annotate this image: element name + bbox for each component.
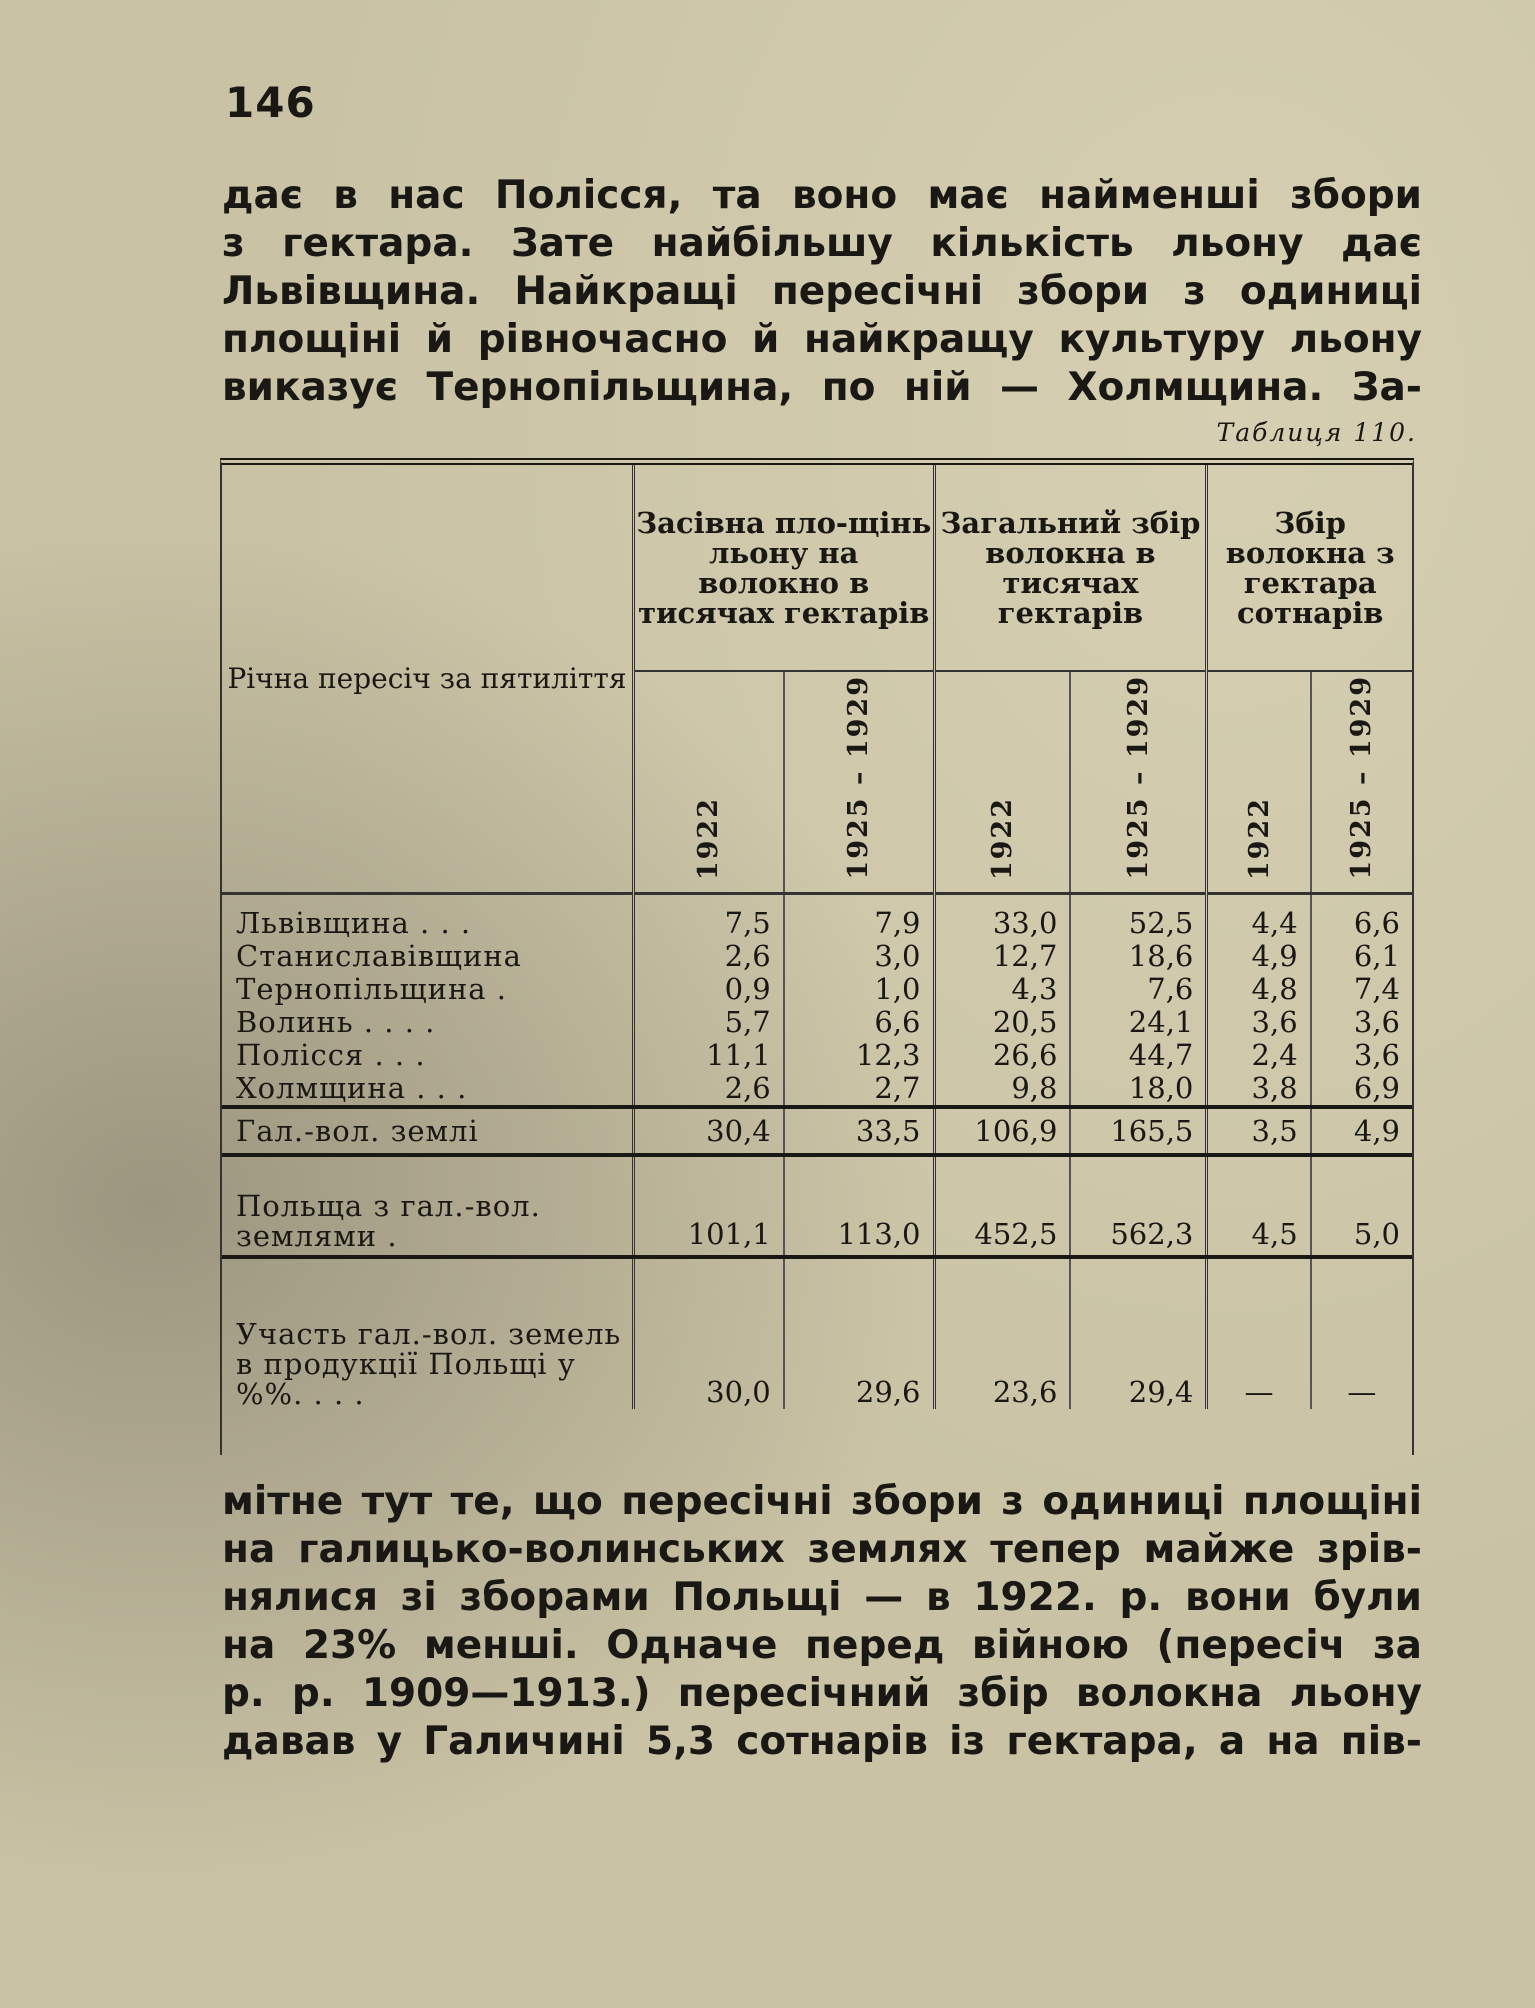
cell: 5,7 <box>634 1006 784 1039</box>
cell: 7,6 <box>1070 973 1206 1006</box>
text-line: давав у Галичині 5,3 сотнарів із гектара, а на пів- <box>222 1719 1422 1764</box>
cell: 6,9 <box>1311 1072 1412 1107</box>
cell: 4,9 <box>1207 940 1311 973</box>
year-header: 1922 <box>1207 671 1311 894</box>
year-header: 1922 <box>934 671 1070 894</box>
cell: 7,5 <box>634 894 784 941</box>
text-line: на 23% менші. Одначе перед війною (пересіч за <box>222 1623 1422 1668</box>
cell: 2,6 <box>634 1072 784 1107</box>
cell: 4,8 <box>1207 973 1311 1006</box>
cell: 23,6 <box>934 1257 1070 1409</box>
cell: 3,6 <box>1207 1006 1311 1039</box>
cell: 44,7 <box>1070 1039 1206 1072</box>
cell: 2,7 <box>784 1072 934 1107</box>
cell: 113,0 <box>784 1155 934 1257</box>
cell: 106,9 <box>934 1107 1070 1155</box>
text-line: з гектара. Зате найбільшу кількість льону дає <box>222 221 1422 266</box>
row-name: Польща з гал.-вол. землями . <box>222 1155 634 1257</box>
cell: 11,1 <box>634 1039 784 1072</box>
cell: 26,6 <box>934 1039 1070 1072</box>
group-header-total: Загальний збір волокна в тисячах гектарів <box>934 465 1207 671</box>
row-name: Волинь . . . . <box>236 1005 436 1039</box>
table-row-total <box>222 1107 1412 1155</box>
cell: 29,6 <box>784 1257 934 1409</box>
cell: 9,8 <box>934 1072 1070 1107</box>
table-row-poland <box>222 1155 1412 1257</box>
table-row <box>222 1039 1412 1072</box>
cell: 4,5 <box>1207 1155 1311 1257</box>
table-row <box>222 1072 1412 1107</box>
cell: 33,5 <box>784 1107 934 1155</box>
text-line: нялися зі зборами Польщі — в 1922. р. вони були <box>222 1575 1422 1620</box>
row-header: Річна пересіч за пятиліття <box>222 465 634 894</box>
row-name: Гал.-вол. землі <box>222 1107 634 1155</box>
cell: 3,6 <box>1311 1006 1412 1039</box>
table-row <box>222 1006 1412 1039</box>
year-header: 1925 – 1929 <box>1311 671 1412 894</box>
cell: 2,6 <box>634 940 784 973</box>
row-name: Холмщина . . . <box>236 1071 468 1105</box>
row-name: Полісся . . . <box>236 1038 426 1072</box>
cell: 2,4 <box>1207 1039 1311 1072</box>
cell: 3,5 <box>1207 1107 1311 1155</box>
cell: 0,9 <box>634 973 784 1006</box>
cell: 4,3 <box>934 973 1070 1006</box>
cell: 3,6 <box>1311 1039 1412 1072</box>
table-row <box>222 940 1412 973</box>
cell: 4,4 <box>1207 894 1311 941</box>
cell: 52,5 <box>1070 894 1206 941</box>
year-header: 1925 – 1929 <box>1070 671 1206 894</box>
cell: 562,3 <box>1070 1155 1206 1257</box>
cell: 7,4 <box>1311 973 1412 1006</box>
year-header: 1922 <box>634 671 784 894</box>
text-line: на галицько-волинських землях тепер майже зрів- <box>222 1527 1422 1572</box>
table-row-share <box>222 1257 1412 1409</box>
row-name: Станиславівщина <box>236 939 522 973</box>
data-table <box>220 458 1414 1455</box>
cell: 33,0 <box>934 894 1070 941</box>
cell: 3,0 <box>784 940 934 973</box>
cell: 30,0 <box>634 1257 784 1409</box>
cell: — <box>1207 1257 1311 1409</box>
cell: 5,0 <box>1311 1155 1412 1257</box>
cell: 20,5 <box>934 1006 1070 1039</box>
cell: 165,5 <box>1070 1107 1206 1155</box>
cell: 6,6 <box>784 1006 934 1039</box>
cell: 6,6 <box>1311 894 1412 941</box>
paragraph-top <box>222 172 1422 412</box>
group-header-area: Засівна пло-щінь льону на волокно в тисячах гектарів <box>634 465 935 671</box>
cell: 18,6 <box>1070 940 1206 973</box>
cell: 24,1 <box>1070 1006 1206 1039</box>
table-caption: Таблиця 110. <box>1216 418 1417 447</box>
cell: 3,8 <box>1207 1072 1311 1107</box>
cell: 30,4 <box>634 1107 784 1155</box>
cell: 12,3 <box>784 1039 934 1072</box>
year-header: 1925 – 1929 <box>784 671 934 894</box>
paragraph-bottom <box>222 1478 1422 1766</box>
cell: 18,0 <box>1070 1072 1206 1107</box>
cell: — <box>1311 1257 1412 1409</box>
row-name: Львівщина . . . <box>236 906 472 940</box>
group-header-yield: Збір волокна з гектара сотнарів <box>1207 465 1412 671</box>
text-line: мітне тут те, що пересічні збори з одиниці площіні <box>222 1479 1422 1524</box>
table-row <box>222 973 1412 1006</box>
text-line: площіні й рівночасно й найкращу культуру льону <box>222 317 1422 362</box>
cell: 12,7 <box>934 940 1070 973</box>
cell: 4,9 <box>1311 1107 1412 1155</box>
cell: 7,9 <box>784 894 934 941</box>
cell: 6,1 <box>1311 940 1412 973</box>
cell: 101,1 <box>634 1155 784 1257</box>
text-line: виказує Тернопільщина, по ній — Холмщина. За- <box>222 365 1422 410</box>
table-row <box>222 894 1412 941</box>
text-line: дає в нас Полісся, та воно має найменші збори <box>222 173 1422 218</box>
page-number: 146 <box>225 78 316 127</box>
text-line: Львівщина. Найкращі пересічні збори з одиниці <box>222 269 1422 314</box>
text-line: р. р. 1909—1913.) пересічний збір волокна льону <box>222 1671 1422 1716</box>
cell: 1,0 <box>784 973 934 1006</box>
row-name: Участь гал.-вол. земель в продукції Польщі у %%. . . . <box>236 1317 622 1411</box>
cell: 29,4 <box>1070 1257 1206 1409</box>
row-name: Тернопільщина . <box>236 972 508 1006</box>
cell: 452,5 <box>934 1155 1070 1257</box>
